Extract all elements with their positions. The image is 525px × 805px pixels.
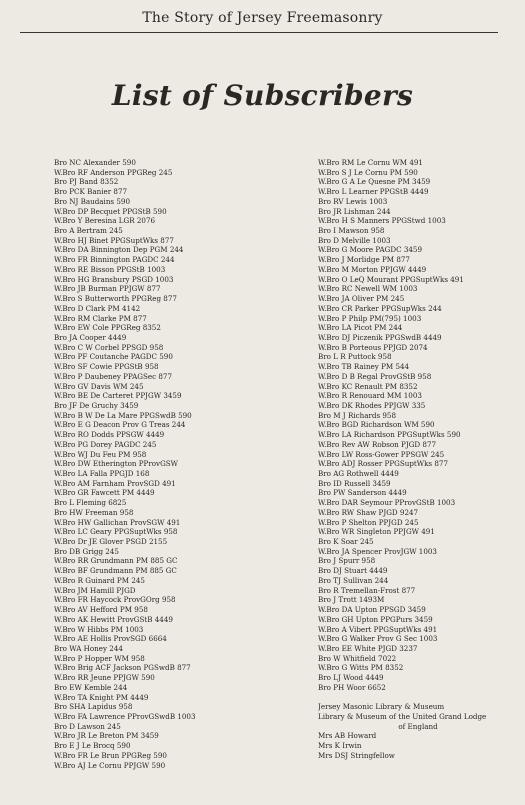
subscriber-entry: Bro NC Alexander 590 bbox=[54, 158, 136, 167]
subscriber-entry: W.Bro M Morton PPJGW 4449 bbox=[318, 264, 427, 274]
subscriber-entry: W.Bro J Morlidge PM 877 bbox=[318, 255, 410, 265]
subscriber-entry: W.Bro RC Newell WM 1003 bbox=[318, 284, 418, 294]
institution-ugle-line1: Library & Museum of the United Grand Lodge bbox=[318, 711, 487, 721]
spacer bbox=[318, 693, 518, 703]
subscriber-entry: W.Bro FR Binnington PAGDC 244 bbox=[54, 255, 175, 265]
other-subscribers-list bbox=[318, 731, 518, 760]
subscriber-entry: Bro W Whitfield 7022 bbox=[318, 653, 397, 663]
subscriber-entry: W.Bro JB Burman PPJGW 877 bbox=[54, 284, 161, 294]
subscriber-entry: W.Bro Rev AW Robson PJGD 877 bbox=[318, 439, 437, 449]
subscriber-entry: W.Bro RM Le Cornu WM 491 bbox=[318, 158, 423, 167]
subscriber-entry: W.Bro DW Etherington PProvGSW bbox=[54, 459, 179, 469]
subscriber-entry: W.Bro PG Dorey PAGDC 245 bbox=[54, 439, 157, 449]
subscriber-entry: W.Bro PF Coutanche PAGDC 590 bbox=[54, 352, 173, 362]
subscriber-entry: Bro WA Honey 244 bbox=[54, 643, 123, 653]
subscriber-entry: Bro L R Puttock 958 bbox=[318, 352, 392, 362]
subscriber-entry: W.Bro FA Lawrence PProvGSwdB 1003 bbox=[54, 711, 196, 721]
subscriber-entry: W.Bro S J Le Cornu PM 590 bbox=[318, 167, 418, 177]
subscriber-entry: W.Bro WR Singleton PPJGW 491 bbox=[318, 527, 435, 537]
subscriber-entry: W.Bro WJ Du Feu PM 958 bbox=[54, 449, 147, 459]
subscriber-entry: W.Bro DK Rhodes PPJGW 335 bbox=[318, 400, 426, 410]
subscriber-entry: W.Bro RF Anderson PPGReg 245 bbox=[54, 167, 173, 177]
subscriber-entry: W.Bro DP Becquet PPGStB 590 bbox=[54, 206, 167, 216]
subscriber-entry: W.Bro RR Grundmann PM 885 GC bbox=[54, 556, 178, 566]
subscriber-entry: W.Bro Brig ACF Jackson PGSwdB 877 bbox=[54, 663, 191, 673]
subscriber-entry: W.Bro P Philp PM(795) 1003 bbox=[318, 313, 422, 323]
subscriber-entry: Bro E J Le Brocq 590 bbox=[54, 741, 131, 751]
other-subscriber-entry: Mrs DSJ Stringfellow bbox=[318, 750, 395, 760]
subscriber-entry: W.Bro TB Rainey PM 544 bbox=[318, 362, 410, 372]
subscriber-entry: Bro D Lawson 245 bbox=[54, 721, 121, 731]
subscriber-entry: W.Bro RR Jeune PPJGW 590 bbox=[54, 673, 155, 683]
subscriber-entry: W.Bro JA Spencer ProvJGW 1003 bbox=[318, 546, 437, 556]
subscriber-entry: W.Bro S Butterworth PPGReg 877 bbox=[54, 294, 177, 304]
subscriber-entry: W.Bro RE Bisson PPGStB 1003 bbox=[54, 264, 166, 274]
subscriber-entry: W.Bro G Moore PAGDC 3459 bbox=[318, 245, 423, 255]
subscriber-entry: W.Bro R Guinard PM 245 bbox=[54, 575, 145, 585]
subscriber-entry: W.Bro D Clark PM 4142 bbox=[54, 303, 141, 313]
subscriber-entry: W.Bro GV Davis WM 245 bbox=[54, 381, 144, 391]
subscriber-entry: W.Bro D B Regal ProvGStB 958 bbox=[318, 371, 432, 381]
subscriber-entry: Bro RV Lewis 1003 bbox=[318, 196, 388, 206]
subscriber-entry: W.Bro DA Binnington Dep PGM 244 bbox=[54, 245, 184, 255]
header-rule bbox=[20, 32, 498, 33]
subscriber-entry: Bro PW Sanderson 4449 bbox=[318, 488, 407, 498]
subscriber-entry: W.Bro FR Le Brun PPGReg 590 bbox=[54, 750, 167, 760]
subscriber-entry: Bro R Tremellan-Frost 877 bbox=[318, 585, 416, 595]
subscriber-entry: W.Bro G Witts PM 8352 bbox=[318, 663, 404, 673]
subscriber-entry: Bro TJ Sullivan 244 bbox=[318, 575, 389, 585]
subscriber-entry: W.Bro HJ Binet PPGSuptWks 877 bbox=[54, 235, 174, 245]
page-title: List of Subscribers bbox=[111, 79, 414, 112]
subscriber-entry: Bro PJ Band 8352 bbox=[54, 177, 119, 187]
subscriber-entry: W.Bro GR Fawcett PM 4449 bbox=[54, 488, 155, 498]
subscriber-entry: W.Bro LW Ross-Gower PPSGW 245 bbox=[318, 449, 445, 459]
subscribers-right-list bbox=[318, 158, 518, 693]
subscriber-entry: Bro D Melville 1003 bbox=[318, 235, 391, 245]
subscriber-entry: W.Bro Dr JE Glover PSGD 2155 bbox=[54, 537, 168, 547]
other-subscriber-entry: Mrs AB Howard bbox=[318, 731, 377, 741]
subscriber-entry: W.Bro DJ Piczenik PPGSwdB 4449 bbox=[318, 332, 442, 342]
subscriber-entry: W.Bro DA Upton PPSGD 3459 bbox=[318, 605, 426, 615]
subscriber-entry: W.Bro P Hopper WM 958 bbox=[54, 653, 145, 663]
subscriber-entry: W.Bro KC Renault PM 8352 bbox=[318, 381, 418, 391]
subscribers-left-column bbox=[54, 158, 294, 770]
subscriber-entry: W.Bro ADJ Rosser PPGSuptWks 877 bbox=[318, 459, 448, 469]
institution-ugle-line2: of England bbox=[398, 721, 438, 731]
subscriber-entry: W.Bro H S Manners PPGStwd 1003 bbox=[318, 216, 446, 226]
subscriber-entry: Bro K Soar 245 bbox=[318, 537, 374, 547]
subscriber-entry: Bro PCK Banier 877 bbox=[54, 187, 128, 197]
other-subscriber-entry: Mrs K Irwin bbox=[318, 741, 362, 751]
subscriber-entry: W.Bro LA Picot PM 244 bbox=[318, 323, 403, 333]
subscriber-entry: W.Bro JR Le Breton PM 3459 bbox=[54, 731, 159, 741]
subscriber-entry: Bro EW Kemble 244 bbox=[54, 682, 128, 692]
subscriber-entry: W.Bro HW Gallichan ProvSGW 491 bbox=[54, 517, 181, 527]
subscriber-entry: W.Bro G Walker Prov G Sec 1003 bbox=[318, 634, 438, 644]
subscriber-entry: W.Bro BE De Carteret PPJGW 3459 bbox=[54, 391, 182, 401]
subscriber-entry: W.Bro LC Geary PPGSuptWks 958 bbox=[54, 527, 178, 537]
subscriber-entry: Bro JA Cooper 4449 bbox=[54, 332, 127, 342]
subscriber-entry: W.Bro AE Hollis ProvSGD 6664 bbox=[54, 634, 167, 644]
subscriber-entry: Bro DB Grigg 245 bbox=[54, 546, 119, 556]
subscriber-entry: W.Bro B W De La Mare PPGSwdB 590 bbox=[54, 410, 192, 420]
subscriber-entry: W.Bro LA Falla PPGJD 168 bbox=[54, 469, 150, 478]
subscriber-entry: W.Bro RO Dodds PPSGW 4449 bbox=[54, 430, 165, 440]
subscriber-entry: W.Bro A Vibert PPGSuptWks 491 bbox=[318, 624, 438, 634]
subscriber-entry: W.Bro P Daubeney PPAGSec 877 bbox=[54, 371, 172, 381]
subscriber-entry: W.Bro P Shelton PPJGD 245 bbox=[318, 517, 419, 527]
subscriber-entry: W.Bro Y Beresina LGR 2076 bbox=[54, 216, 156, 226]
subscriber-entry: Bro ID Russell 3459 bbox=[318, 478, 391, 488]
subscriber-entry: W.Bro JA Oliver PM 245 bbox=[318, 294, 405, 304]
subscriber-entry: Bro HW Freeman 958 bbox=[54, 507, 134, 517]
subscriber-entry: Bro SHA Lapidus 958 bbox=[54, 702, 133, 712]
subscriber-entry: Bro M J Richards 958 bbox=[318, 410, 397, 420]
subscriber-entry: Bro L Fleming 6825 bbox=[54, 498, 127, 508]
subscriber-entry: Bro J Spurr 958 bbox=[318, 556, 376, 566]
subscriber-entry: Bro JR Lishman 244 bbox=[318, 206, 391, 216]
subscriber-entry: W.Bro AK Hewitt ProvGStB 4449 bbox=[54, 614, 173, 624]
subscriber-entry: W.Bro C W Corbel PPSGD 958 bbox=[54, 342, 164, 352]
subscriber-entry: W.Bro O LeQ Mourant PPGSuptWks 491 bbox=[318, 274, 464, 284]
subscriber-entry: W.Bro FR Haycock ProvGOrg 958 bbox=[54, 595, 176, 605]
subscriber-entry: W.Bro RM Clarke PM 877 bbox=[54, 313, 147, 323]
subscriber-entry: W.Bro JM Hamill PJGD bbox=[54, 585, 136, 595]
subscriber-entry: W.Bro TA Knight PM 4449 bbox=[54, 692, 149, 702]
subscriber-entry: W.Bro AJ Le Cornu PPJGW 590 bbox=[54, 760, 166, 770]
subscriber-entry: Bro NJ Baudains 590 bbox=[54, 196, 130, 206]
subscriber-entry: W.Bro RW Shaw PJGD 9247 bbox=[318, 507, 419, 517]
subscriber-entry: W.Bro HG Bransbury PSGD 1003 bbox=[54, 274, 174, 284]
subscriber-entry: W.Bro BF Grundmann PM 885 GC bbox=[54, 566, 177, 576]
subscriber-entry: W.Bro DAR Seymour PProvGStB 1003 bbox=[318, 498, 456, 508]
subscriber-entry: Bro J Trott 1493M bbox=[318, 595, 385, 605]
subscriber-entry: W.Bro GH Upton PPGPurs 3459 bbox=[318, 614, 433, 624]
subscriber-entry: W.Bro L Learner PPGStB 4449 bbox=[318, 187, 429, 197]
subscriber-entry: Bro PH Woor 6652 bbox=[318, 682, 386, 692]
subscriber-entry: W.Bro EW Cole PPGReg 8352 bbox=[54, 323, 161, 333]
subscriber-entry: Bro JF De Gruchy 3459 bbox=[54, 400, 139, 410]
subscriber-entry: Bro AG Rothwell 4449 bbox=[318, 469, 399, 478]
subscriber-entry: W.Bro EE White PJGD 3237 bbox=[318, 643, 418, 653]
subscribers-right-column bbox=[318, 158, 518, 761]
subscriber-entry: W.Bro AM Farnham ProvSGD 491 bbox=[54, 478, 176, 488]
subscriber-entry: Bro I Mawson 958 bbox=[318, 226, 385, 236]
subscriber-entry: W.Bro BGD Richardson WM 590 bbox=[318, 420, 435, 430]
subscriber-entry: W.Bro R Renouard MM 1003 bbox=[318, 391, 422, 401]
running-header: The Story of Jersey Freemasonry bbox=[142, 10, 383, 26]
subscriber-entry: W.Bro E G Deacon Prov G Treas 244 bbox=[54, 420, 186, 430]
subscriber-entry: W.Bro CR Parker PPGSupWks 244 bbox=[318, 303, 442, 313]
subscriber-entry: Bro DJ Stuart 4449 bbox=[318, 566, 388, 576]
subscriber-entry: W.Bro B Porteous PPJGD 2074 bbox=[318, 342, 428, 352]
subscriber-entry: W.Bro AV Hefford PM 958 bbox=[54, 605, 148, 615]
subscriber-entry: W.Bro SF Cowie PPGStB 958 bbox=[54, 362, 159, 372]
subscriber-entry: Bro A Bertram 245 bbox=[54, 226, 123, 236]
institution-jersey-masonic: Jersey Masonic Library & Museum bbox=[318, 702, 445, 712]
subscriber-entry: W.Bro LA Richardson PPGSuptWks 590 bbox=[318, 430, 461, 440]
subscriber-entry: W.Bro W Hibbs PM 1003 bbox=[54, 624, 144, 634]
subscriber-entry: W.Bro G A Le Quesne PM 3459 bbox=[318, 177, 431, 187]
subscriber-entry: Bro LJ Wood 4449 bbox=[318, 673, 384, 683]
